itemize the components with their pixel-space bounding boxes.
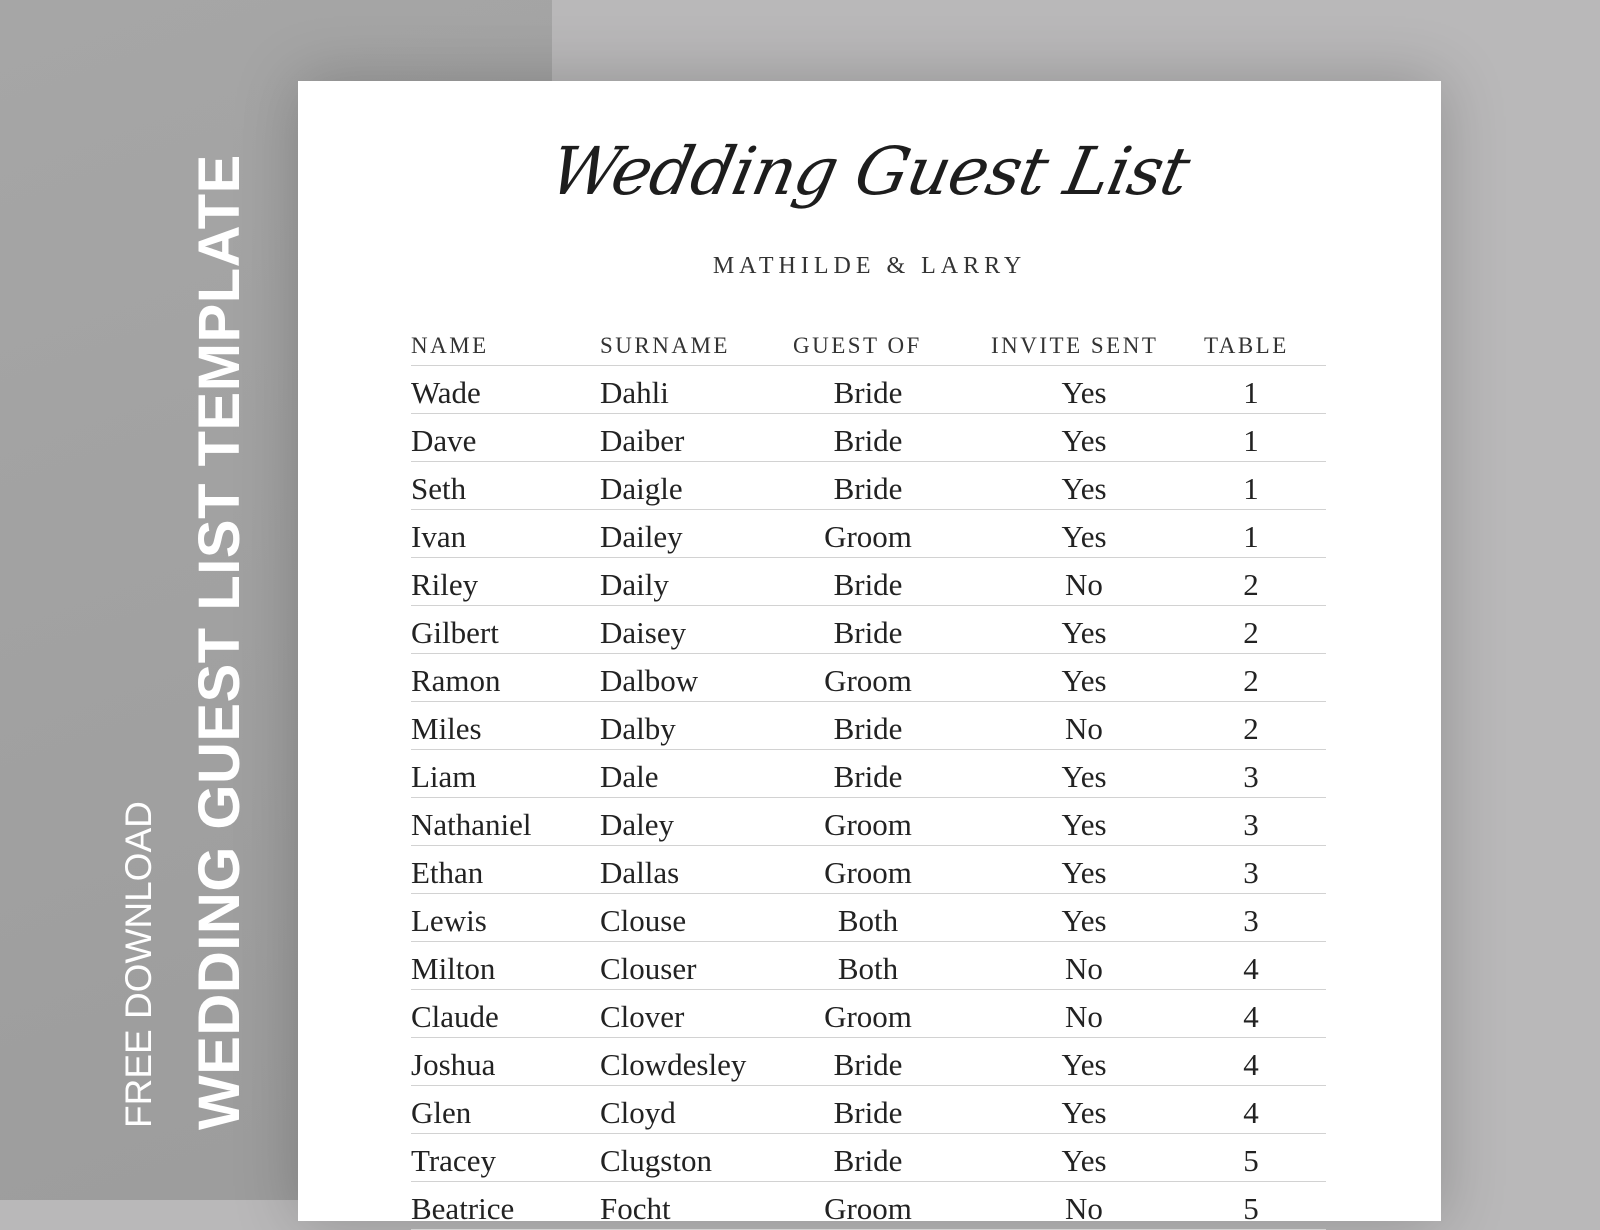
cell-table-number: 4 <box>1243 999 1259 1034</box>
table-row <box>411 942 1326 990</box>
cell-name: Wade <box>411 375 481 410</box>
cell-surname: Daily <box>600 567 669 602</box>
cell-table-number: 3 <box>1243 903 1259 938</box>
cell-invite-sent: Yes <box>1061 615 1107 650</box>
table-row <box>411 654 1326 702</box>
cell-name: Nathaniel <box>411 807 532 842</box>
table-row <box>411 606 1326 654</box>
cell-table-number: 2 <box>1243 663 1259 698</box>
cell-table-number: 1 <box>1243 375 1259 410</box>
guest-table <box>411 331 1326 1230</box>
cell-surname: Daiber <box>600 423 685 458</box>
cell-invite-sent: Yes <box>1061 759 1107 794</box>
cell-guest-of: Bride <box>833 1047 903 1082</box>
cell-name: Claude <box>411 999 499 1034</box>
cell-name: Lewis <box>411 903 487 938</box>
cell-guest-of: Bride <box>833 1143 903 1178</box>
cell-invite-sent: No <box>1065 999 1103 1034</box>
cell-table-number: 4 <box>1243 1047 1259 1082</box>
cell-guest-of: Groom <box>824 663 912 698</box>
cell-invite-sent: Yes <box>1061 1143 1107 1178</box>
table-row <box>411 1038 1326 1086</box>
cell-name: Ramon <box>411 663 501 698</box>
header-invite-sent: INVITE SENT <box>991 333 1159 358</box>
cell-table-number: 5 <box>1243 1191 1259 1226</box>
cell-name: Liam <box>411 759 477 794</box>
cell-invite-sent: Yes <box>1061 663 1107 698</box>
cell-name: Tracey <box>411 1143 496 1178</box>
cell-guest-of: Bride <box>833 567 903 602</box>
cell-surname: Dallas <box>600 855 680 890</box>
table-row <box>411 990 1326 1038</box>
cell-invite-sent: Yes <box>1061 855 1107 890</box>
cell-name: Ethan <box>411 855 484 890</box>
cell-name: Seth <box>411 471 467 506</box>
cell-surname: Daigle <box>600 471 683 506</box>
table-row <box>411 558 1326 606</box>
cell-surname: Clugston <box>600 1143 712 1178</box>
cell-name: Riley <box>411 567 479 602</box>
cell-invite-sent: Yes <box>1061 423 1107 458</box>
table-row <box>411 750 1326 798</box>
table-row <box>411 366 1326 414</box>
cell-guest-of: Groom <box>824 855 912 890</box>
cell-name: Ivan <box>411 519 467 554</box>
table-row <box>411 1182 1326 1230</box>
cell-name: Glen <box>411 1095 472 1130</box>
table-row <box>411 510 1326 558</box>
cell-invite-sent: Yes <box>1061 519 1107 554</box>
cell-surname: Cloyd <box>600 1095 676 1130</box>
cell-invite-sent: Yes <box>1061 375 1107 410</box>
cell-guest-of: Bride <box>833 711 903 746</box>
cell-table-number: 1 <box>1243 423 1259 458</box>
cell-surname: Clouser <box>600 951 697 986</box>
cell-name: Gilbert <box>411 615 499 650</box>
cell-table-number: 3 <box>1243 807 1259 842</box>
table-row <box>411 798 1326 846</box>
cell-table-number: 4 <box>1243 1095 1259 1130</box>
cell-table-number: 3 <box>1243 759 1259 794</box>
cell-guest-of: Groom <box>824 999 912 1034</box>
table-row <box>411 1086 1326 1134</box>
cell-invite-sent: Yes <box>1061 903 1107 938</box>
cell-guest-of: Groom <box>824 1191 912 1226</box>
cell-guest-of: Groom <box>824 519 912 554</box>
cell-name: Joshua <box>411 1047 496 1082</box>
cell-name: Milton <box>411 951 496 986</box>
cell-table-number: 2 <box>1243 567 1259 602</box>
cell-name: Dave <box>411 423 477 458</box>
cell-guest-of: Bride <box>833 759 903 794</box>
cell-surname: Dailey <box>600 519 683 554</box>
cell-surname: Focht <box>600 1191 671 1226</box>
cell-surname: Dale <box>600 759 659 794</box>
cell-guest-of: Both <box>837 951 899 986</box>
cell-surname: Daley <box>600 807 675 842</box>
table-row <box>411 414 1326 462</box>
cell-table-number: 1 <box>1243 519 1259 554</box>
cell-surname: Clowdesley <box>600 1047 747 1082</box>
cell-table-number: 1 <box>1243 471 1259 506</box>
cell-invite-sent: No <box>1065 711 1103 746</box>
couple-names: MATHILDE & LARRY <box>712 253 1027 279</box>
cell-invite-sent: No <box>1065 567 1103 602</box>
cell-table-number: 5 <box>1243 1143 1259 1178</box>
header-name: NAME <box>411 333 489 358</box>
table-row <box>411 894 1326 942</box>
cell-guest-of: Bride <box>833 423 903 458</box>
document-page <box>298 81 1441 1226</box>
cell-table-number: 3 <box>1243 855 1259 890</box>
cell-surname: Clouse <box>600 903 687 938</box>
cell-table-number: 2 <box>1243 615 1259 650</box>
cell-guest-of: Groom <box>824 807 912 842</box>
cell-invite-sent: Yes <box>1061 471 1107 506</box>
header-guest-of: GUEST OF <box>793 333 922 358</box>
cell-invite-sent: Yes <box>1061 1095 1107 1130</box>
table-row <box>411 702 1326 750</box>
cell-surname: Daisey <box>600 615 687 650</box>
header-table: TABLE <box>1204 333 1289 358</box>
cell-invite-sent: No <box>1065 1191 1103 1226</box>
cell-guest-of: Both <box>837 903 899 938</box>
cell-table-number: 4 <box>1243 951 1259 986</box>
table-row <box>411 462 1326 510</box>
cell-table-number: 2 <box>1243 711 1259 746</box>
cell-surname: Clover <box>600 999 685 1034</box>
cell-guest-of: Bride <box>833 375 903 410</box>
table-row <box>411 1134 1326 1182</box>
banner-title: WEDDING GUEST LIST TEMPLATE <box>187 154 252 1130</box>
table-row <box>411 846 1326 894</box>
cell-name: Beatrice <box>411 1191 515 1226</box>
banner-subtitle: FREE DOWNLOAD <box>118 801 159 1128</box>
cell-guest-of: Bride <box>833 471 903 506</box>
table-header <box>411 331 1326 366</box>
cell-surname: Dalby <box>600 711 676 746</box>
cell-surname: Dahli <box>600 375 669 410</box>
cell-name: Miles <box>411 711 482 746</box>
cell-guest-of: Bride <box>833 1095 903 1130</box>
cell-surname: Dalbow <box>600 663 699 698</box>
cell-invite-sent: Yes <box>1061 807 1107 842</box>
header-surname: SURNAME <box>600 333 730 358</box>
cell-guest-of: Bride <box>833 615 903 650</box>
cell-invite-sent: Yes <box>1061 1047 1107 1082</box>
document-title: Wedding Guest List <box>543 133 1196 210</box>
cell-invite-sent: No <box>1065 951 1103 986</box>
